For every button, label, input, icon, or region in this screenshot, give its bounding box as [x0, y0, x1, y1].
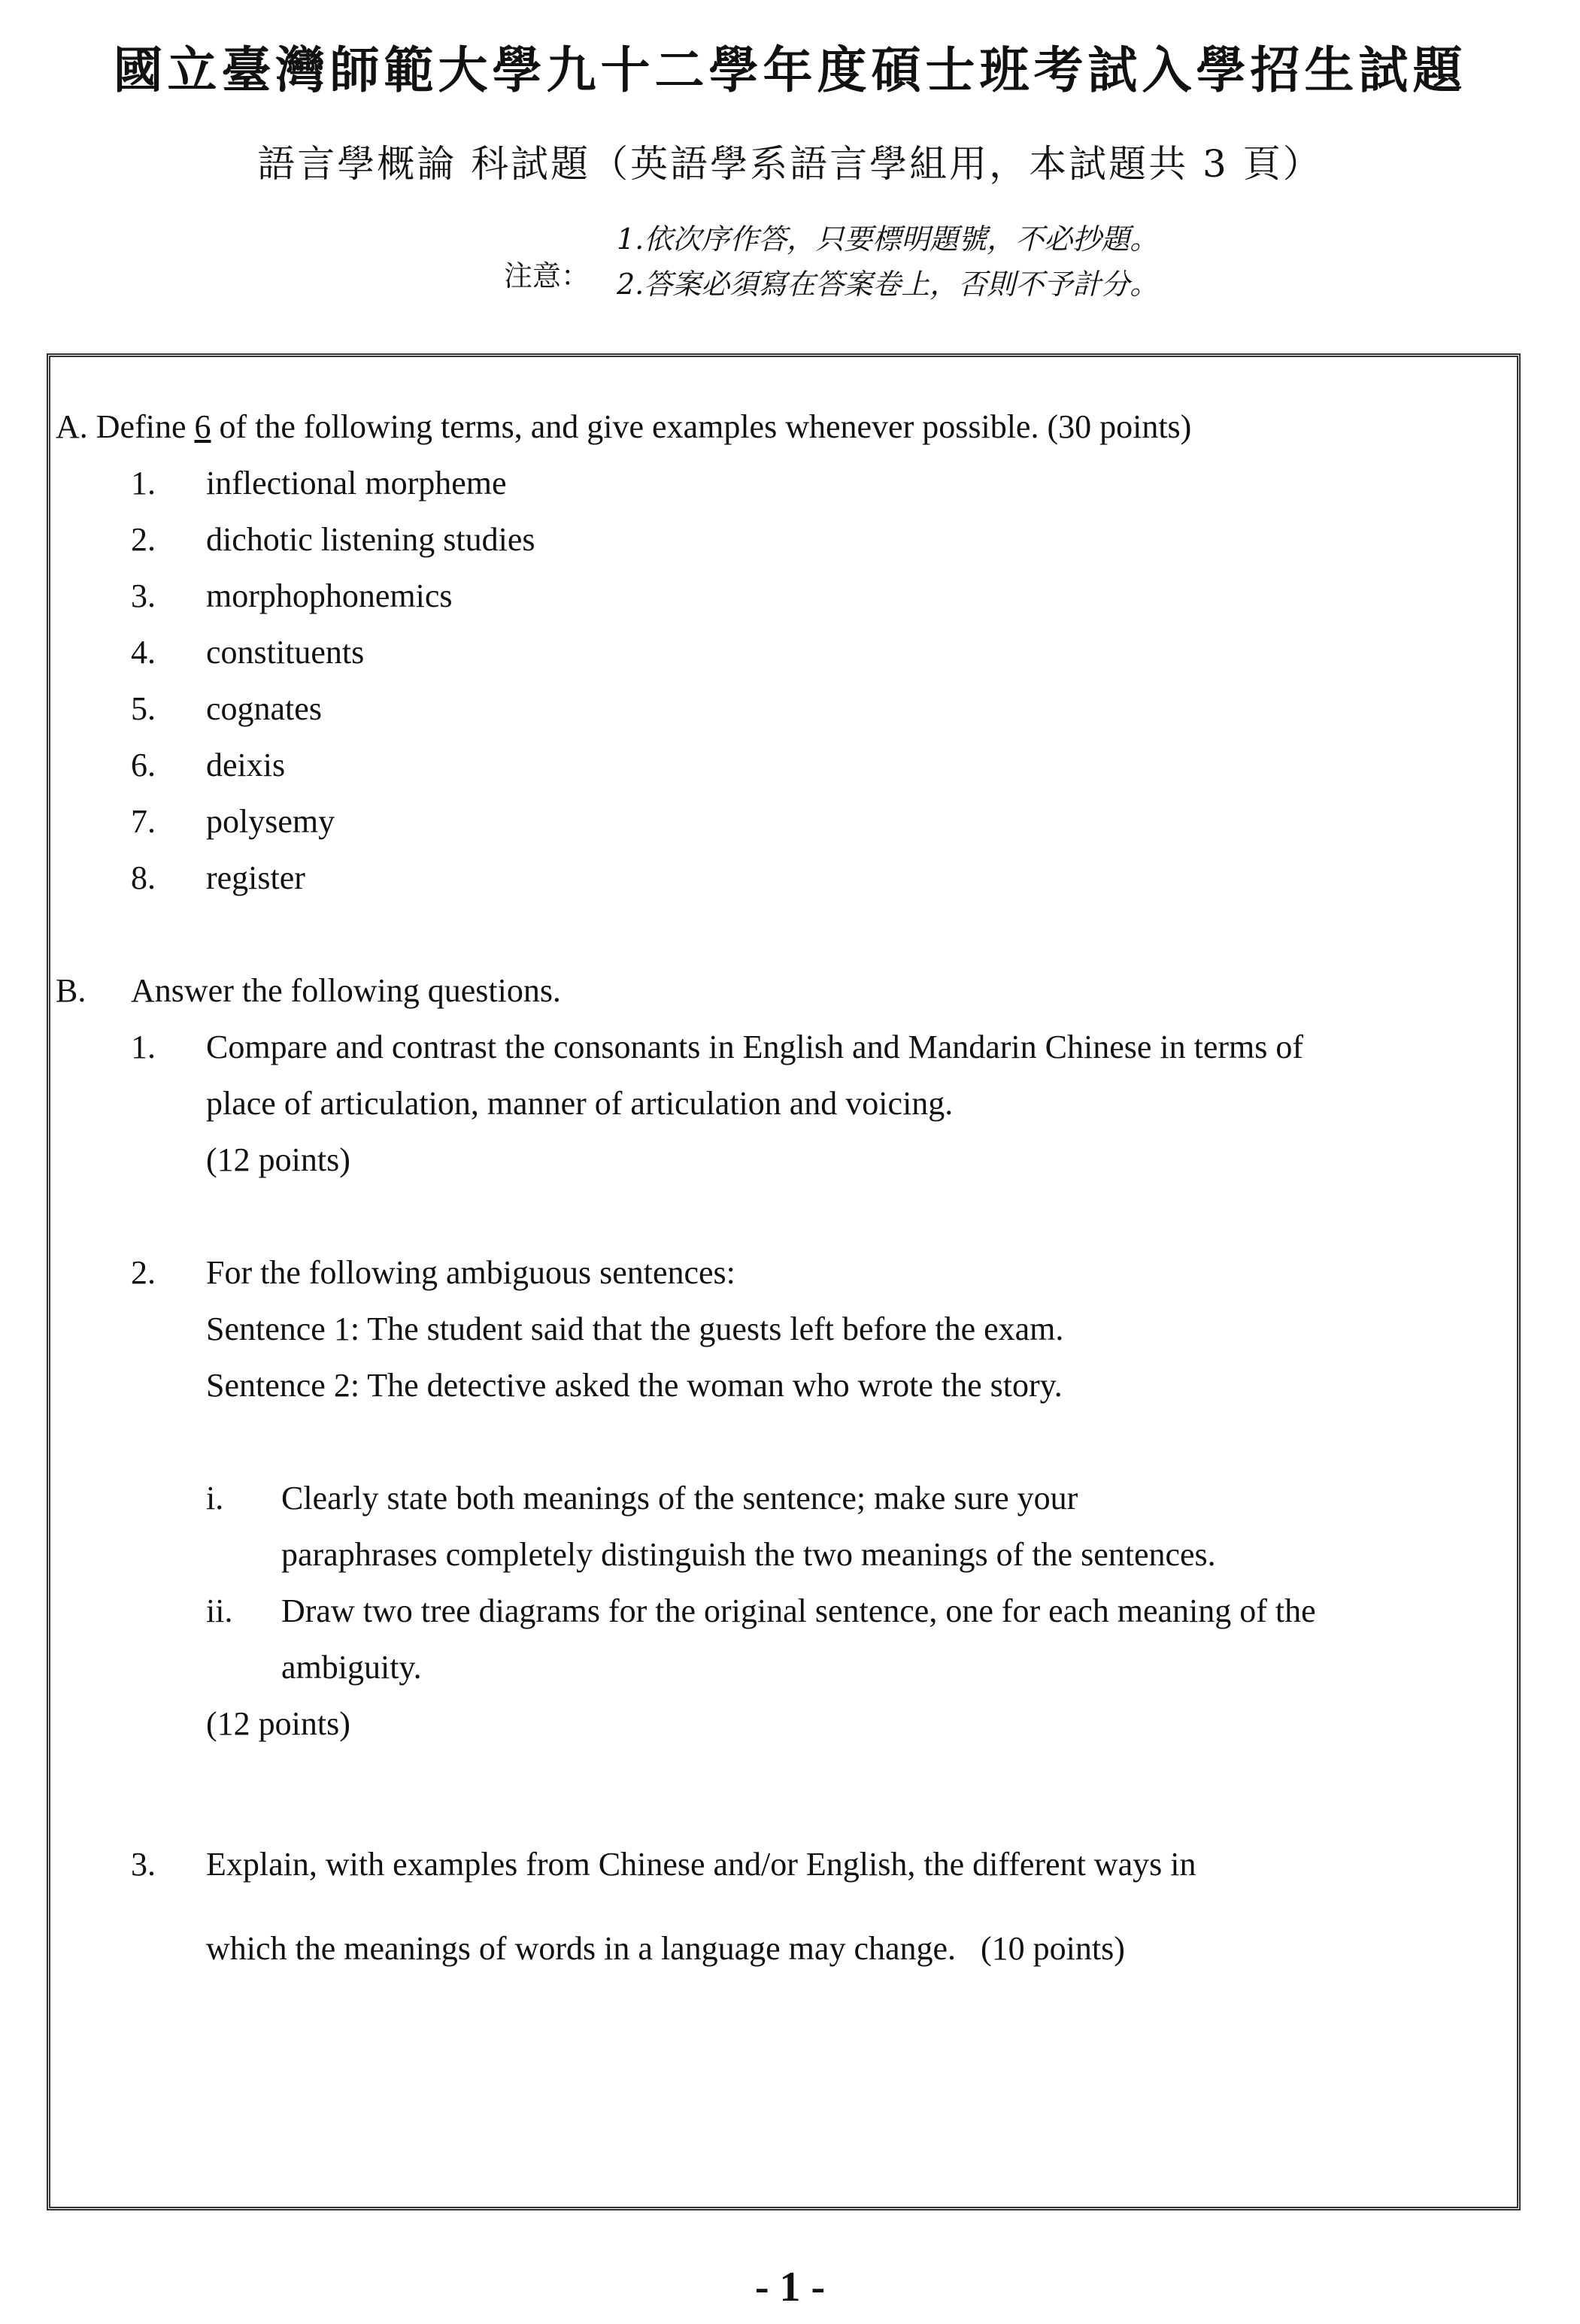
sentence-1: Sentence 1: The student said that the guests left before the exam.: [206, 1310, 1064, 1347]
term-number: 6.: [131, 747, 156, 783]
section-a-letter: A.: [56, 408, 88, 445]
term-number: 5.: [131, 690, 156, 727]
term-text: cognates: [206, 690, 322, 727]
question-line: Explain, with examples from Chinese and/or English, the different ways in: [206, 1846, 1196, 1883]
subquestion-line: paraphrases completely distinguish the two meanings of the sentences.: [281, 1536, 1216, 1573]
term-number: 2.: [131, 521, 156, 558]
question-line: place of articulation, manner of articulation and voicing.: [206, 1085, 954, 1122]
section-b-instruction: Answer the following questions.: [131, 972, 561, 1009]
question-line: For the following ambiguous sentences:: [206, 1254, 735, 1291]
term-text: deixis: [206, 747, 286, 783]
subquestion-number: i.: [206, 1480, 224, 1517]
page-number: - 1 -: [754, 2264, 826, 2310]
question-number: 1.: [131, 1029, 156, 1065]
term-text: polysemy: [206, 803, 335, 840]
term-number: 3.: [131, 577, 156, 614]
subquestion-line: Draw two tree diagrams for the original sentence, one for each meaning of the: [281, 1592, 1316, 1629]
term-number: 7.: [131, 803, 156, 840]
notice-lines: [617, 217, 1158, 307]
question-line: Compare and contrast the consonants in English and Mandarin Chinese in terms of: [206, 1029, 1304, 1065]
subquestion-number: ii.: [206, 1592, 233, 1629]
sentence-2: Sentence 2: The detective asked the woman who wrote the story.: [206, 1367, 1063, 1404]
subquestion-line: ambiguity.: [281, 1649, 422, 1686]
question-line: which the meanings of words in a language may change. (10 points): [206, 1930, 1125, 1967]
subquestion-line: Clearly state both meanings of the sentence; make sure your: [281, 1480, 1078, 1517]
section-a-text-before: Define: [96, 408, 195, 445]
term-text: dichotic listening studies: [206, 521, 535, 558]
term-number: 8.: [131, 859, 156, 896]
section-b-letter: B.: [56, 972, 86, 1009]
question-number: 3.: [131, 1846, 156, 1883]
term-number: 1.: [131, 465, 156, 501]
question-number: 2.: [131, 1254, 156, 1291]
term-text: constituents: [206, 634, 365, 671]
term-text: inflectional morpheme: [206, 465, 507, 501]
exam-subtitle: 語言學概論 科試題（英語學系語言學組用，本試題共 3 頁）: [257, 142, 1323, 186]
exam-title: 國立臺灣師範大學九十二學年度碩士班考試入學招生試題: [113, 41, 1467, 99]
term-text: register: [206, 859, 305, 896]
question-points: (12 points): [206, 1705, 350, 1742]
term-number: 4.: [131, 634, 156, 671]
question-points: (12 points): [206, 1141, 350, 1178]
term-text: morphophonemics: [206, 577, 453, 614]
notice-line-1: 1.依次序作答，只要標明題號，不必抄題。: [617, 223, 1159, 256]
section-a-instruction: [56, 398, 1191, 455]
notice-line-2: 2.答案必須寫在答案卷上，否則不予計分。: [617, 268, 1159, 301]
section-a-count: 6: [194, 408, 211, 445]
notice-label: 注意：: [504, 259, 590, 292]
section-a-text-after: of the following terms, and give examples whenever possible. (30 points): [211, 408, 1192, 445]
